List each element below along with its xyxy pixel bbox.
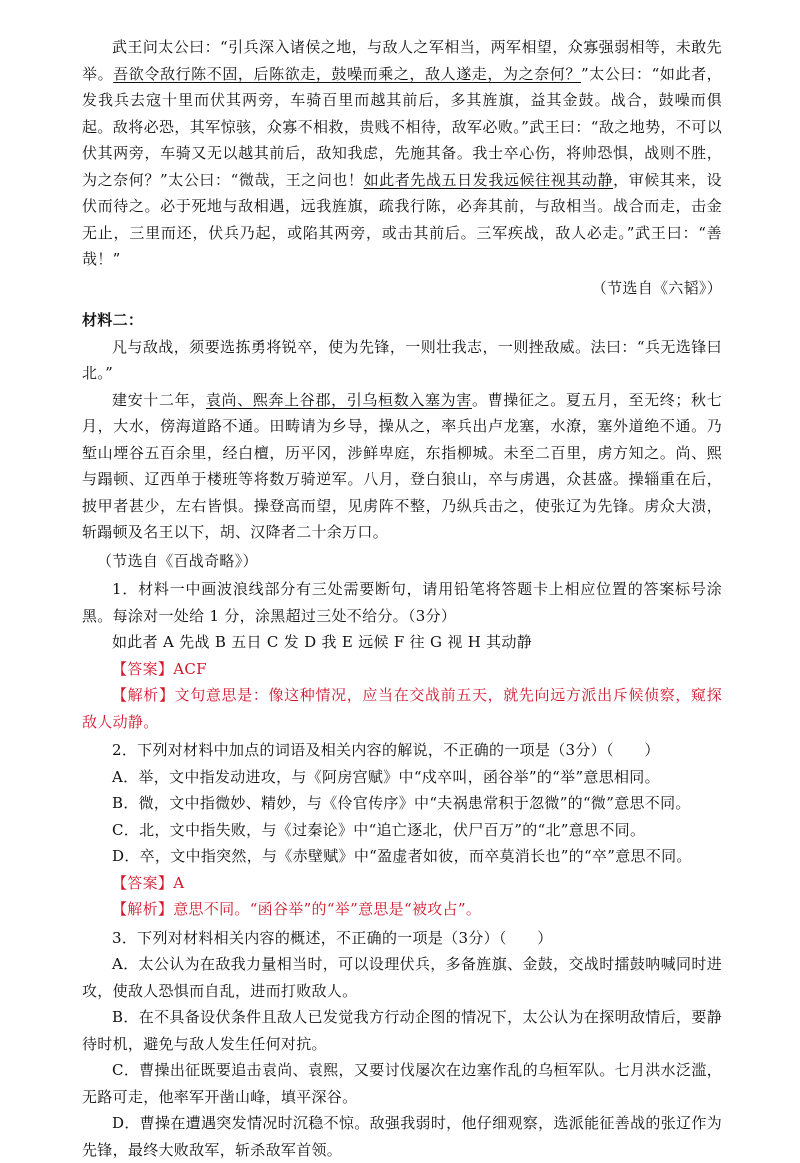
question-3-stem: 3．下列对材料相关内容的概述，不正确的一项是（3分）（ ）: [112, 928, 553, 947]
material2-paragraph-1: 凡与敌战，须要选拣勇将锐卒，使为先锋，一则壮我志，一则挫敌威。法曰：“兵无选锋曰北。”: [82, 337, 722, 382]
question-1-answer: [82, 656, 722, 683]
material2-paragraph-2: [82, 387, 722, 546]
material1-underlined-question: 吾欲令敌行陈不固，后陈欲走，鼓噪而乘之，敌人遂走，为之奈何？: [113, 64, 581, 83]
question-2-option-d: D．卒，文中指突然，与《赤壁赋》中“盈虚者如彼，而卒莫消长也”的“卒”意思不同。: [112, 847, 692, 865]
question-2-option-a: A．举，文中指发动进攻，与《阿房宫赋》中“戍卒叫，函谷举”的“举”意思相同。: [112, 767, 660, 786]
question-1-sentence: 如此者 A 先战 B 五日 C 发 D 我 E 远候 F 往 G 视 H 其动静: [112, 633, 533, 651]
question-3-option-b: B．在不具备设伏条件且敌人已发觉我方行动企图的情况下，太公认为在探明敌情后，要静待时机，避免与敌人发生任何对抗。: [82, 1008, 722, 1053]
question-2-option-c: C．北，文中指失败，与《过秦论》中“追亡逐北，伏尸百万”的“北”意思不同。: [112, 820, 646, 839]
analysis-text: 意思不同。“函谷举”的“举”意思是“被攻占”。: [173, 900, 482, 918]
question-3-option-d: D．曹操在遭遇突发情况时沉稳不惊。敌强我弱时，他仔细观察，选派能征善战的张辽作为先锋，最终大败敌军，斩杀敌军首领。: [82, 1114, 722, 1159]
question-1-stem: 1．材料一中画波浪线部分有三处需要断句，请用铅笔将答题卡上相应位置的答案标号涂黑。每涂对一处给 1 分，涂黑超过三处不给分。（3分）: [82, 580, 722, 625]
answer-tag: 【答案】: [112, 873, 174, 892]
material1-source: （节选自《六韬》）: [591, 278, 722, 297]
question-1-analysis: [82, 682, 722, 735]
question-3-option-a: A．太公认为在敌我力量相当时，可以设理伏兵，多备旌旗、金鼓，交战时擂鼓呐喊同时进攻，使敌人恐惧而自乱，进而打败敌人。: [82, 955, 722, 1000]
material2-text-b: 。曹操征之。夏五月，至无终；秋七月，大水，傍海道路不通。田畴请为乡导，操从之，率兵出卢龙塞，水潦，塞外道绝不通。乃堑山堙谷五百余里，经白檀，历平冈，涉鲜卑庭，东指柳城。未至二百里，虏方知之。尚、熙与蹋顿、辽西单于楼班等将数万骑逆军。八月，登白狼山，卒与虏遇，众甚盛。操辎重在后，披甲者甚少，左右皆惧。操登高而望，见虏阵不整，乃纵兵击之，使张辽为先锋。虏众大溃，斩蹋顿及名王以下，胡、汉降者二十余万口。: [82, 390, 722, 541]
material2-underlined-sentence: 袁尚、熙奔上谷郡，引乌桓数入塞为害: [205, 390, 472, 409]
material1-paragraph: [82, 34, 722, 273]
question-2-stem: 2．下列对材料中加点的词语及相关内容的解说，不正确的一项是（3分）（ ）: [112, 741, 660, 759]
analysis-tag: 【解析】: [112, 686, 175, 704]
analysis-tag: 【解析】: [112, 900, 174, 918]
material2-text-a: 建安十二年，: [112, 390, 206, 409]
material2-source: （节选自《百战奇略》）: [97, 551, 258, 570]
question-3-option-c: C．曹操出征既要追击袁尚、袁熙，又要讨伐屡次在边塞作乱的乌桓军队。七月洪水泛滥，无路可走，他率军开凿山峰，填平深谷。: [82, 1061, 722, 1106]
question-2-answer: [82, 870, 722, 897]
analysis-text: 文句意思是：像这种情况，应当在交战前五天，就先向远方派出斥候侦察，窥探敌人动静。: [82, 686, 722, 731]
question-2-analysis: [82, 896, 722, 923]
material1-text-a: 武王问太公曰：“引兵深入诸侯之地，与敌人之军相当，两军相望，众寡强弱相等，未敢先举。: [82, 38, 722, 83]
material1-text-b: ”太公曰：“如此者，发我兵去寇十里而伏其两旁，车骑百里而越其前后，多其旌旗，益其金鼓。战合，鼓噪而俱起。敌将必恐，其军惊骇，众寡不相救，贵贱不相待，敌军必败。”武王曰：“敌之地势，不可以伏其两旁，车骑又无以越其前后，敌知我虑，先施其备。我士卒心伤，将帅恐惧，战则不胜，为之奈何？”太公曰：“微哉，王之问也！: [82, 64, 722, 189]
material1-text-c: ，审候其来，设伏而待之。必于死地与敌相遇，远我旌旗，疏我行陈，必奔其前，与敌相当。战合而走，击金无止，三里而还，伏兵乃起，或陷其两旁，或击其前后。三军疾战，敌人必走。”武王曰：“善哉！”: [82, 170, 722, 268]
answer-tag: 【答案】: [112, 659, 174, 678]
answer-value: A: [173, 873, 185, 892]
question-2-option-b: B．微，文中指微妙、精妙，与《伶官传序》中“夫祸患常积于忽微”的“微”意思不同。: [112, 794, 691, 812]
document-page: [82, 34, 722, 1163]
answer-value: ACF: [173, 659, 207, 678]
material2-heading: 材料二：: [82, 311, 144, 329]
material1-wavy-line-sentence: 如此者先战五日发我远候往视其动静: [363, 170, 614, 189]
